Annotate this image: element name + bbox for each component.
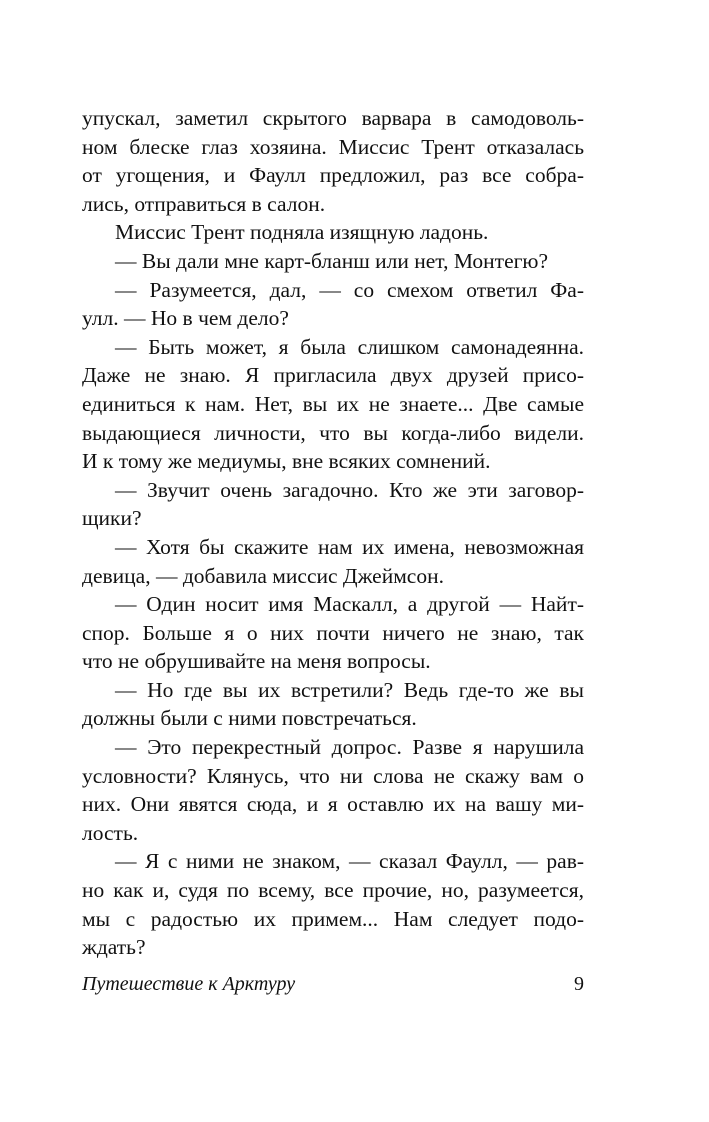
text-line: девица, — добавила миссис Джеймсон.: [82, 563, 444, 588]
text-line: Даже не знаю. Я пригласила двух друзей присо-: [82, 363, 584, 388]
text-line: ном блеске глаз хозяина. Миссис Трент отказалась: [82, 134, 584, 159]
text-line: должны были с ними повстречаться.: [82, 706, 417, 731]
text-line: условности? Клянусь, что ни слова не скажу вам о: [82, 763, 584, 788]
text-line: единиться к нам. Нет, вы их не знаете... Две самые: [82, 391, 584, 416]
text-line: что не обрушивайте на меня вопросы.: [82, 649, 431, 674]
text-line: — Звучит очень загадочно. Кто же эти заговор-: [115, 477, 584, 502]
text-line: И к тому же медиумы, вне всяких сомнений.: [82, 449, 491, 474]
page-number: 9: [574, 973, 584, 995]
text-line: — Вы дали мне карт-бланш или нет, Монтегю?: [115, 248, 549, 273]
text-line: мы с радостью их примем... Нам следует подо-: [82, 906, 584, 931]
text-line: — Это перекрестный допрос. Разве я нарушила: [115, 735, 584, 760]
text-line: — Один носит имя Маскалл, а другой — Найт-: [115, 592, 584, 617]
text-line: щики?: [82, 506, 142, 531]
text-line: — Но где вы их встретили? Ведь где-то же вы: [115, 677, 584, 702]
text-line: Миссис Трент подняла изящную ладонь.: [115, 220, 489, 245]
running-title: Путешествие к Арктуру: [82, 973, 296, 995]
text-line: улл. — Но в чем дело?: [82, 306, 289, 331]
body-text: [82, 104, 584, 962]
text-line: но как и, судя по всему, все прочие, но, разумеется,: [82, 878, 584, 903]
text-line: лость.: [82, 820, 139, 845]
text-line: спор. Больше я о них почти ничего не знаю, так: [82, 620, 584, 645]
text-line: выдающиеся личности, что вы когда-либо видели.: [82, 420, 584, 445]
text-line: от угощения, и Фаулл предложил, раз все собра-: [82, 163, 584, 188]
text-line: — Я с ними не знаком, — сказал Фаулл, — рав-: [115, 849, 584, 874]
text-line: упускал, заметил скрытого варвара в самодоволь-: [82, 106, 584, 130]
text-line: — Быть может, я была слишком самонадеянна.: [115, 334, 584, 359]
text-line: ждать?: [82, 935, 146, 960]
page-footer: [82, 973, 584, 1001]
text-line: — Разумеется, дал, — со смехом ответил Фа-: [115, 277, 584, 302]
text-line: — Хотя бы скажите нам их имена, невозможная: [115, 534, 584, 559]
text-line: них. Они явятся сюда, и я оставлю их на вашу ми-: [82, 792, 584, 817]
text-line: лись, отправиться в салон.: [82, 191, 326, 216]
